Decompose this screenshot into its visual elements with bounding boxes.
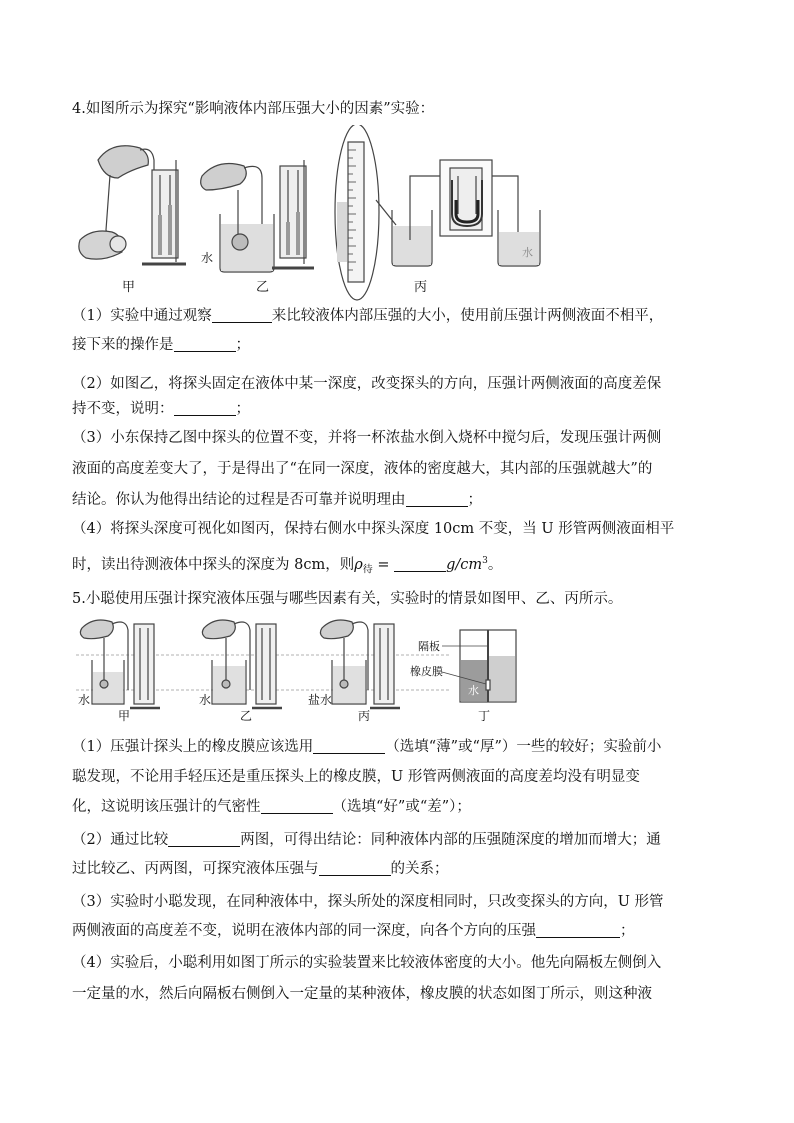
q4-title: 4.如图所示为探究“影响液体内部压强大小的因素”实验： [72,101,435,117]
q5-s2-line2: 过比较乙、丙两图，可探究液体压强与 的关系； [72,861,449,877]
q5-fig-label-bing: 丙 [358,709,371,722]
q5-s1-line1: （1）压强计探头上的橡皮膜应该选用 （选填“薄”或“厚”）一些的较好；实验前小 [72,739,662,755]
q4-figure-jia [79,146,186,264]
q4-s3-line2: 液面的高度差变大了，于是得出了“在同一深度，液体的密度越大，其内部的压强就越大”的 [72,461,653,477]
q5-fig-water2: 水 [199,693,212,707]
q4-fig-label-jia: 甲 [122,280,136,295]
q4-s1-blank1[interactable] [212,306,272,323]
q5-figure-ding [442,630,516,702]
q5-figure [0,612,794,722]
q4-s3-line3: 结论。你认为他得出结论的过程是否可靠并说明理由 ； [72,492,482,508]
q4-s1-line2: 接下来的操作是 ； [72,337,250,353]
q5-s2-line1: （2）通过比较 两图，可得出结论：同种液体内部的压强随深度的增加而增大；通 [72,832,661,848]
q4-fig-label-bing: 丙 [414,280,428,295]
q5-s4-line2: 一定量的水，然后向隔板右侧倒入一定量的某种液体，橡皮膜的状态如图丁所示，则这种液 [72,986,652,1002]
q4-s1-line1: （1）实验中通过观察 来比较液体内部压强的大小，使用前压强计两侧液面不相平， [72,308,664,324]
q5-fig-label-jia: 甲 [118,709,131,722]
q4-fig-label-yi: 乙 [256,280,270,295]
q5-title: 5.小聪使用压强计探究液体压强与哪些因素有关，实验时的情景如图甲、乙、丙所示。 [72,591,623,607]
q4-s3-blank[interactable] [406,490,468,507]
q5-s3-blank[interactable] [536,921,620,938]
q5-figure-jia [80,620,160,708]
q5-s1-line2: 聪发现，不论用手轻压还是重压探头上的橡皮膜，U 形管两侧液面的高度差均没有明显变 [72,769,640,785]
q5-s1-blank2[interactable] [261,797,333,814]
q4-s2-line2: 持不变，说明： ； [72,401,250,417]
q4-s4-blank[interactable] [394,555,446,572]
q4-figure-bing [335,125,540,300]
q4-s4-line1: （4）将探头深度可视化如图丙，保持右侧水中探头深度 10cm 不变，当 U 形管两侧液面相平 [72,521,675,537]
q5-fig-label-yi: 乙 [240,709,253,722]
q5-fig-water1: 水 [78,693,91,707]
q5-s2-blank2[interactable] [319,859,391,876]
q5-s3-line1: （3）实验时小聪发现，在同种液体中，探头所处的深度相同时，只改变探头的方向，U 形管 [72,894,664,910]
q5-s1-line3: 化，这说明该压强计的气密性 （选填“好”或“差”）； [72,799,471,815]
q4-s3-line1: （3）小东保持乙图中探头的位置不变，并将一杯浓盐水倒入烧杯中搅匀后，发现压强计两侧 [72,430,662,446]
q4-s2-line1: （2）如图乙，将探头固定在液体中某一深度，改变探头的方向，压强计两侧液面的高度差保 [72,376,662,392]
q4-fig-water-bing: 水 [522,246,533,259]
q5-fig-water-ding: 水 [468,684,479,697]
q5-figure-yi [202,620,282,708]
q5-fig-membrane: 橡皮膜 [410,665,443,678]
q4-s1-blank2[interactable] [174,335,236,352]
q5-s1-blank1[interactable] [313,737,385,754]
q5-fig-partition: 隔板 [418,640,440,653]
q4-s2-blank[interactable] [174,399,236,416]
q4-s4-line2: 时，读出待测液体中探头的深度为 8cm，则$\rho_待 = g/cm^3$。 [72,556,503,576]
q5-figure-bing [320,620,400,708]
q4-figure-yi [201,160,314,272]
q5-fig-label-ding: 丁 [478,709,491,722]
q5-s2-blank1[interactable] [168,830,240,847]
q4-fig-water-yi: 水 [201,251,214,265]
q5-s3-line2: 两侧液面的高度差不变，说明在液体内部的同一深度，向各个方向的压强 ； [72,923,635,939]
q5-fig-salt: 盐水 [308,693,333,707]
q5-s4-line1: （4）实验后，小聪利用如图丁所示的实验装置来比较液体密度的大小。他先向隔板左侧倒入 [72,955,662,971]
